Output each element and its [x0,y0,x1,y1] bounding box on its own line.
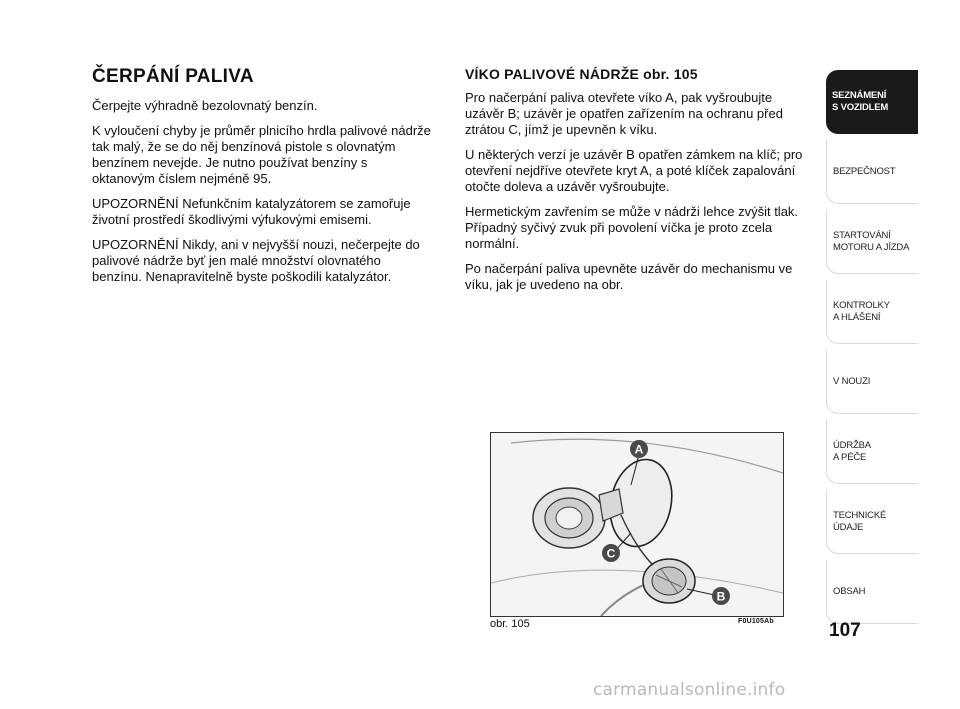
tab-label: BEZPEČNOST [833,165,896,177]
page-number: 107 [829,620,861,641]
tab-startovani-motoru[interactable] [826,210,918,274]
tab-obsah[interactable] [826,560,918,624]
paragraph: U některých verzí je uzávěr B opatřen zámkem na klíč; pro otevření nejdříve otevřete kryt A, a poté klíček zapalování otočte doleva a uzávěr vyšroubujte. [465,147,803,194]
label-a-badge [630,440,648,458]
label-c: C [606,546,616,561]
tab-label: KONTROLKY A HLÁŠENÍ [833,299,890,323]
fuel-cap-illustration [490,432,784,617]
paragraph: K vyloučení chyby je průměr plnicího hrdla palivové nádrže tak malý, že se do něj benzínová pistole s olovnatým benzínem nevejde. Je nutno používat benzíny s oktanovým číslem nejméně 95. [92,123,431,186]
chapter-tabs [826,70,918,630]
tab-label: V NOUZI [833,375,871,387]
label-b-badge [712,587,730,605]
tab-v-nouzi[interactable] [826,350,918,414]
section-title-refueling: ČERPÁNÍ PALIVA [92,66,254,87]
paragraph: UPOZORNĚNÍ Nefunkčním katalyzátorem se zamořuje životní prostředí škodlivými výfukovými emisemi. [92,196,411,227]
paragraph: Hermetickým zavřením se může v nádrži lehce zvýšit tlak. Případný syčivý zvuk při povolení víčka je proto zcela normální. [465,204,799,251]
tab-seznameni-s-vozidlem[interactable] [826,70,918,134]
tab-label: OBSAH [833,585,866,597]
paragraph: UPOZORNĚNÍ Nikdy, ani v nejvyšší nouzi, nečerpejte do palivové nádrže byť jen malé množství olovnatého benzínu. Nenapravitelně byste poškodili katalyzátor. [92,237,420,284]
label-c-badge [602,544,620,562]
tab-label: ÚDRŽBA A PÉČE [833,439,871,463]
tab-label: STARTOVÁNÍ MOTORU A JÍZDA [833,229,910,253]
left-column [92,66,432,294]
section-title-fuel-cap: VÍKO PALIVOVÉ NÁDRŽE obr. 105 [465,66,698,82]
paragraph: Čerpejte výhradně bezolovnatý benzín. [92,98,318,113]
tab-kontrolky[interactable] [826,280,918,344]
figure-code: F0U105Ab [738,618,774,625]
fuel-cap-drawing [491,433,783,616]
paragraph: Po načerpání paliva upevněte uzávěr do mechanismu ve víku, jak je uvedeno na obr. [465,261,793,292]
label-b: B [716,589,726,604]
label-a: A [634,442,644,457]
watermark-text: carmanualsonline.info [593,680,786,700]
figure-caption: obr. 105 [490,618,530,630]
paragraph: Pro načerpání paliva otevřete víko A, pak vyšroubujte uzávěr B; uzávěr je opatřen zařízením na ochranu před ztrátou C, jímž je upevněn k víku. [465,90,783,137]
right-column [465,66,810,302]
tab-label: SEZNÁMENÍ S VOZIDLEM [832,90,889,113]
tab-bezpecnost[interactable] [826,140,918,204]
tab-udrzba[interactable] [826,420,918,484]
tab-technicke-udaje[interactable] [826,490,918,554]
tab-label: TECHNICKÉ ÚDAJE [833,509,887,533]
